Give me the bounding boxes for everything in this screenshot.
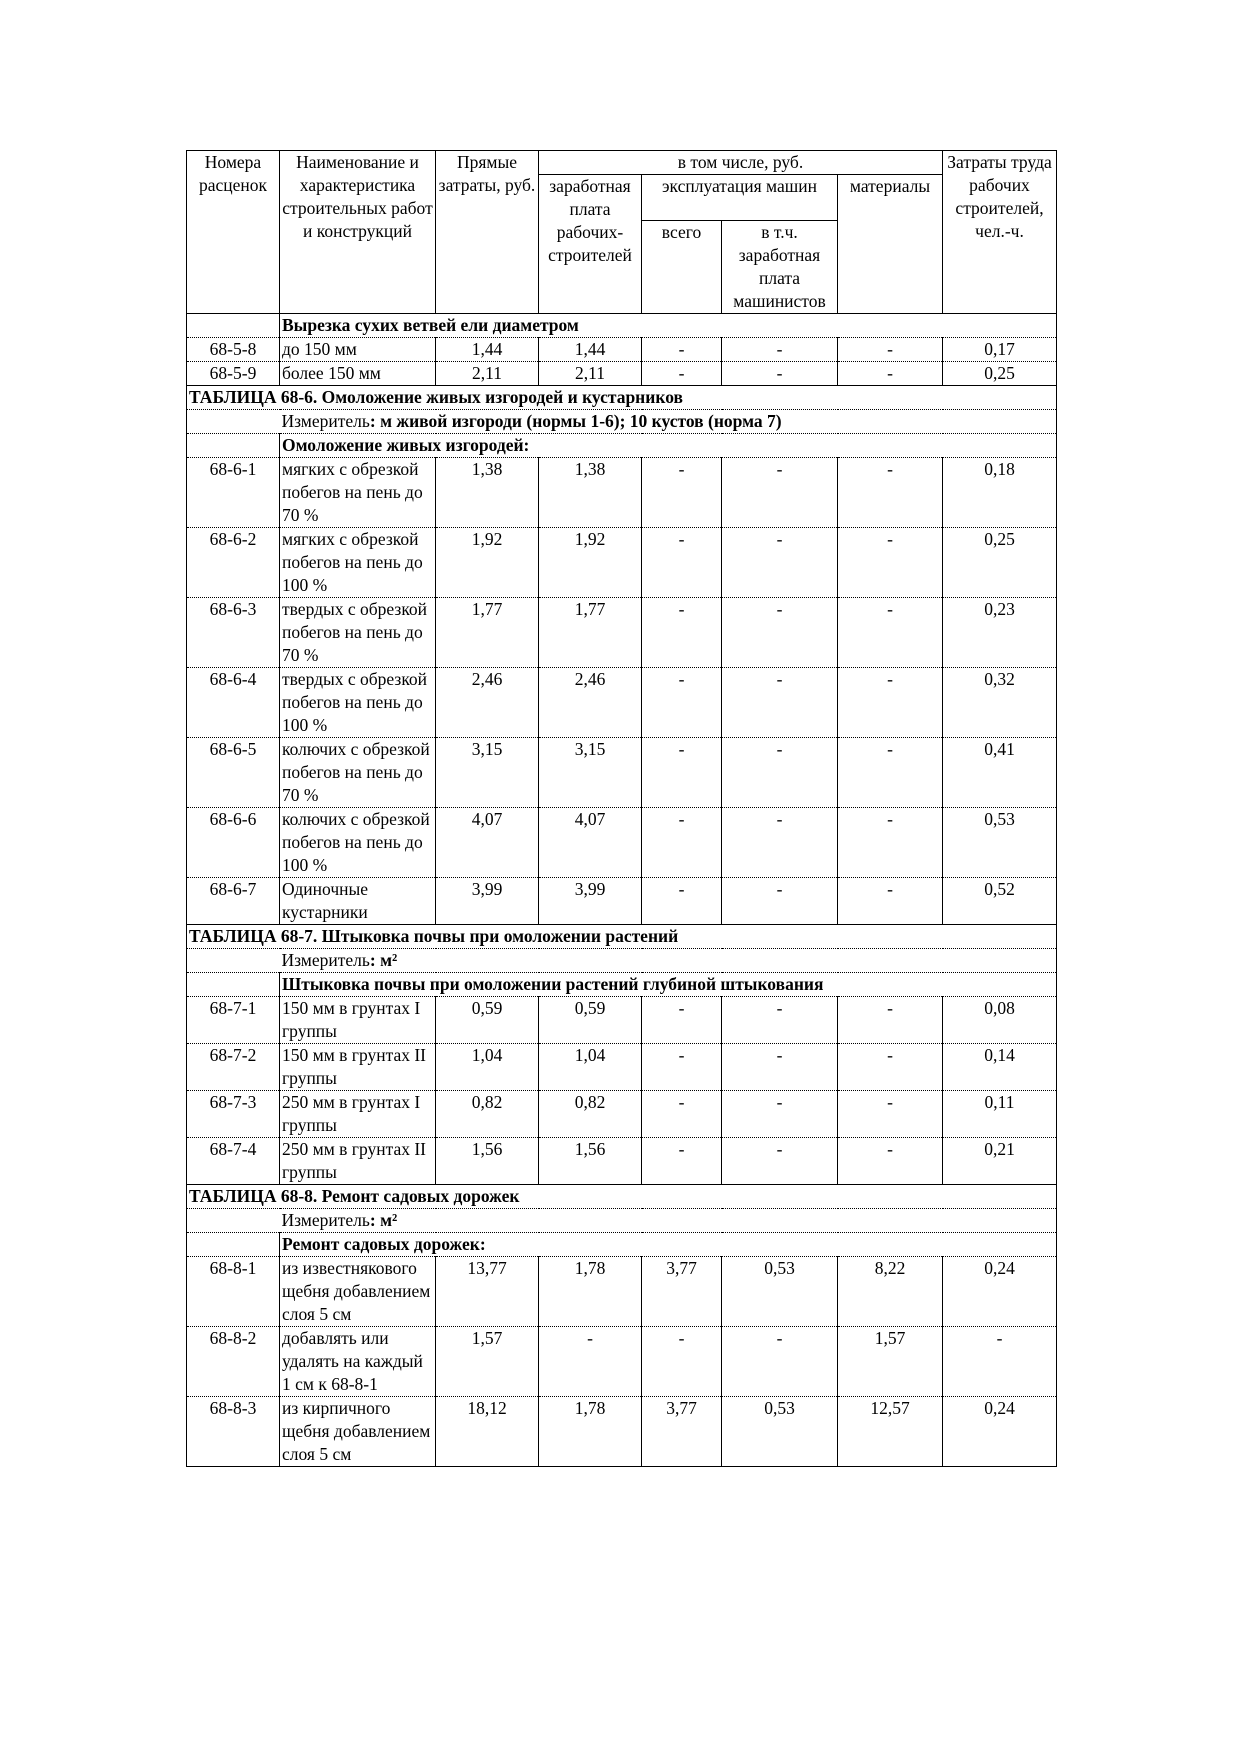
rate-code: 68-8-3	[187, 1397, 280, 1467]
rate-code: 68-6-3	[187, 598, 280, 668]
section-row	[187, 434, 1057, 458]
machinist-salary: -	[722, 1044, 838, 1091]
materials-cost: -	[838, 878, 943, 925]
work-name: более 150 мм	[280, 362, 436, 386]
machine-total: -	[642, 668, 722, 738]
header-machines-salary: в т.ч. заработная плата машинистов	[722, 221, 838, 314]
labor-cost: 0,14	[943, 1044, 1057, 1091]
labor-cost: 0,52	[943, 878, 1057, 925]
labor-cost: 0,11	[943, 1091, 1057, 1138]
labor-cost: 0,32	[943, 668, 1057, 738]
rates-table	[186, 150, 1057, 1467]
worker-salary: 0,82	[539, 1091, 642, 1138]
rate-code: 68-6-2	[187, 528, 280, 598]
table-title-row	[187, 386, 1057, 410]
table-row	[187, 1257, 1057, 1327]
rate-code: 68-5-8	[187, 338, 280, 362]
worker-salary: 3,15	[539, 738, 642, 808]
materials-cost: -	[838, 808, 943, 878]
direct-cost: 13,77	[436, 1257, 539, 1327]
labor-cost: 0,25	[943, 528, 1057, 598]
work-name: из кирпичного щебня добавлением слоя 5 см	[280, 1397, 436, 1467]
measure-value: : м живой изгороди (нормы 1-6); 10 кустов (норма 7)	[369, 411, 782, 431]
rate-code: 68-6-5	[187, 738, 280, 808]
section-spacer	[187, 973, 280, 997]
machinist-salary: -	[722, 878, 838, 925]
direct-cost: 0,59	[436, 997, 539, 1044]
materials-cost: -	[838, 528, 943, 598]
table-row	[187, 598, 1057, 668]
work-name: 250 мм в грунтах II группы	[280, 1138, 436, 1185]
direct-cost: 1,77	[436, 598, 539, 668]
rate-code: 68-6-6	[187, 808, 280, 878]
materials-cost: 12,57	[838, 1397, 943, 1467]
table-title-row	[187, 1185, 1057, 1209]
labor-cost: 0,17	[943, 338, 1057, 362]
header-incl: в том числе, руб.	[539, 151, 943, 175]
labor-cost: 0,23	[943, 598, 1057, 668]
work-name: добавлять или удалять на каждый 1 см к 68-8-1	[280, 1327, 436, 1397]
materials-cost: 8,22	[838, 1257, 943, 1327]
machine-total: -	[642, 1327, 722, 1397]
table-title: ТАБЛИЦА 68-8. Ремонт садовых дорожек	[187, 1185, 1057, 1209]
direct-cost: 3,15	[436, 738, 539, 808]
header-labor: Затраты труда рабочих строителей, чел.-ч.	[943, 151, 1057, 314]
machinist-salary: -	[722, 528, 838, 598]
measure-label: Измеритель	[281, 1210, 370, 1230]
section-title: Ремонт садовых дорожек:	[280, 1233, 1057, 1257]
work-name: мягких с обрезкой побегов на пень до 100 %	[280, 528, 436, 598]
worker-salary: 1,77	[539, 598, 642, 668]
machine-total: -	[642, 1091, 722, 1138]
rate-code: 68-7-1	[187, 997, 280, 1044]
table-row	[187, 1397, 1057, 1467]
measure-unit	[280, 410, 1057, 434]
materials-cost: -	[838, 338, 943, 362]
machinist-salary: -	[722, 362, 838, 386]
work-name: до 150 мм	[280, 338, 436, 362]
machine-total: -	[642, 1044, 722, 1091]
rate-code: 68-7-3	[187, 1091, 280, 1138]
machinist-salary: -	[722, 738, 838, 808]
materials-cost: 1,57	[838, 1327, 943, 1397]
materials-cost: -	[838, 1044, 943, 1091]
labor-cost: 0,24	[943, 1257, 1057, 1327]
materials-cost: -	[838, 1091, 943, 1138]
direct-cost: 1,44	[436, 338, 539, 362]
header-machines-total: всего	[642, 221, 722, 314]
rate-code: 68-6-4	[187, 668, 280, 738]
materials-cost: -	[838, 997, 943, 1044]
measure-value: : м²	[369, 1210, 398, 1230]
labor-cost: 0,08	[943, 997, 1057, 1044]
machinist-salary: -	[722, 458, 838, 528]
table-row	[187, 1091, 1057, 1138]
measure-row	[187, 410, 1057, 434]
header-materials: материалы	[838, 175, 943, 314]
rate-code: 68-8-2	[187, 1327, 280, 1397]
measure-unit	[280, 1209, 1057, 1233]
header-salary: заработная плата рабочих-строителей	[539, 175, 642, 314]
section-spacer	[187, 314, 280, 338]
table-row	[187, 528, 1057, 598]
machinist-salary: 0,53	[722, 1257, 838, 1327]
table-row	[187, 1327, 1057, 1397]
table-row	[187, 338, 1057, 362]
section-title: Омоложение живых изгородей:	[280, 434, 1057, 458]
machinist-salary: -	[722, 997, 838, 1044]
section-spacer	[187, 434, 280, 458]
machine-total: -	[642, 458, 722, 528]
machine-total: 3,77	[642, 1397, 722, 1467]
direct-cost: 1,04	[436, 1044, 539, 1091]
section-title: Вырезка сухих ветвей ели диаметром	[280, 314, 1057, 338]
table-row	[187, 997, 1057, 1044]
worker-salary: 1,78	[539, 1397, 642, 1467]
worker-salary: 3,99	[539, 878, 642, 925]
labor-cost: 0,18	[943, 458, 1057, 528]
labor-cost: 0,24	[943, 1397, 1057, 1467]
machine-total: -	[642, 878, 722, 925]
materials-cost: -	[838, 458, 943, 528]
measure-value: : м²	[369, 950, 398, 970]
work-name: 250 мм в грунтах I группы	[280, 1091, 436, 1138]
direct-cost: 0,82	[436, 1091, 539, 1138]
worker-salary: 1,92	[539, 528, 642, 598]
measure-spacer	[187, 410, 280, 434]
table-row	[187, 878, 1057, 925]
section-row	[187, 314, 1057, 338]
direct-cost: 4,07	[436, 808, 539, 878]
worker-salary: 2,11	[539, 362, 642, 386]
machine-total: -	[642, 528, 722, 598]
labor-cost: 0,25	[943, 362, 1057, 386]
table-title-row	[187, 925, 1057, 949]
work-name: мягких с обрезкой побегов на пень до 70 %	[280, 458, 436, 528]
section-title: Штыковка почвы при омоложении растений глубиной штыкования	[280, 973, 1057, 997]
machinist-salary: -	[722, 598, 838, 668]
machine-total: 3,77	[642, 1257, 722, 1327]
worker-salary: 0,59	[539, 997, 642, 1044]
worker-salary: 4,07	[539, 808, 642, 878]
direct-cost: 3,99	[436, 878, 539, 925]
measure-spacer	[187, 949, 280, 973]
machine-total: -	[642, 997, 722, 1044]
work-name: 150 мм в грунтах I группы	[280, 997, 436, 1044]
table-body	[187, 314, 1057, 1467]
machinist-salary: -	[722, 808, 838, 878]
labor-cost: 0,53	[943, 808, 1057, 878]
work-name: 150 мм в грунтах II группы	[280, 1044, 436, 1091]
measure-row	[187, 949, 1057, 973]
measure-label: Измеритель	[281, 950, 370, 970]
table-title: ТАБЛИЦА 68-7. Штыковка почвы при омоложении растений	[187, 925, 1057, 949]
worker-salary: 1,38	[539, 458, 642, 528]
header-code: Номера расценок	[187, 151, 280, 314]
direct-cost: 18,12	[436, 1397, 539, 1467]
machine-total: -	[642, 598, 722, 668]
materials-cost: -	[838, 362, 943, 386]
machine-total: -	[642, 738, 722, 808]
materials-cost: -	[838, 598, 943, 668]
table-row	[187, 1138, 1057, 1185]
measure-row	[187, 1209, 1057, 1233]
rate-code: 68-5-9	[187, 362, 280, 386]
header-name: Наименование и характеристика строительных работ и конструкций	[280, 151, 436, 314]
worker-salary: 1,04	[539, 1044, 642, 1091]
worker-salary: -	[539, 1327, 642, 1397]
labor-cost: 0,41	[943, 738, 1057, 808]
table-title: ТАБЛИЦА 68-6. Омоложение живых изгородей и кустарников	[187, 386, 1057, 410]
machinist-salary: -	[722, 1138, 838, 1185]
materials-cost: -	[838, 738, 943, 808]
table-row	[187, 458, 1057, 528]
labor-cost: 0,21	[943, 1138, 1057, 1185]
rate-code: 68-6-1	[187, 458, 280, 528]
table-row	[187, 738, 1057, 808]
machine-total: -	[642, 362, 722, 386]
labor-cost: -	[943, 1327, 1057, 1397]
table-row	[187, 362, 1057, 386]
worker-salary: 2,46	[539, 668, 642, 738]
worker-salary: 1,44	[539, 338, 642, 362]
work-name: колючих с обрезкой побегов на пень до 100 %	[280, 808, 436, 878]
work-name: колючих с обрезкой побегов на пень до 70 %	[280, 738, 436, 808]
work-name: твердых с обрезкой побегов на пень до 100 %	[280, 668, 436, 738]
section-row	[187, 973, 1057, 997]
materials-cost: -	[838, 1138, 943, 1185]
section-row	[187, 1233, 1057, 1257]
section-spacer	[187, 1233, 280, 1257]
machine-total: -	[642, 338, 722, 362]
machinist-salary: -	[722, 668, 838, 738]
header-machines: эксплуатация машин	[642, 175, 838, 221]
header-direct: Прямые затраты, руб.	[436, 151, 539, 314]
measure-spacer	[187, 1209, 280, 1233]
table-row	[187, 1044, 1057, 1091]
rate-code: 68-7-4	[187, 1138, 280, 1185]
machinist-salary: -	[722, 1327, 838, 1397]
rate-code: 68-7-2	[187, 1044, 280, 1091]
work-name: Одиночные кустарники	[280, 878, 436, 925]
work-name: из известнякового щебня добавлением слоя 5 см	[280, 1257, 436, 1327]
direct-cost: 1,56	[436, 1138, 539, 1185]
machine-total: -	[642, 1138, 722, 1185]
table-row	[187, 668, 1057, 738]
machine-total: -	[642, 808, 722, 878]
materials-cost: -	[838, 668, 943, 738]
measure-unit	[280, 949, 1057, 973]
rate-code: 68-8-1	[187, 1257, 280, 1327]
direct-cost: 2,46	[436, 668, 539, 738]
direct-cost: 2,11	[436, 362, 539, 386]
direct-cost: 1,57	[436, 1327, 539, 1397]
machinist-salary: -	[722, 338, 838, 362]
work-name: твердых с обрезкой побегов на пень до 70 %	[280, 598, 436, 668]
machinist-salary: 0,53	[722, 1397, 838, 1467]
table-header	[187, 151, 1057, 314]
direct-cost: 1,92	[436, 528, 539, 598]
machinist-salary: -	[722, 1091, 838, 1138]
direct-cost: 1,38	[436, 458, 539, 528]
rate-code: 68-6-7	[187, 878, 280, 925]
worker-salary: 1,78	[539, 1257, 642, 1327]
measure-label: Измеритель	[281, 411, 370, 431]
worker-salary: 1,56	[539, 1138, 642, 1185]
table-row	[187, 808, 1057, 878]
